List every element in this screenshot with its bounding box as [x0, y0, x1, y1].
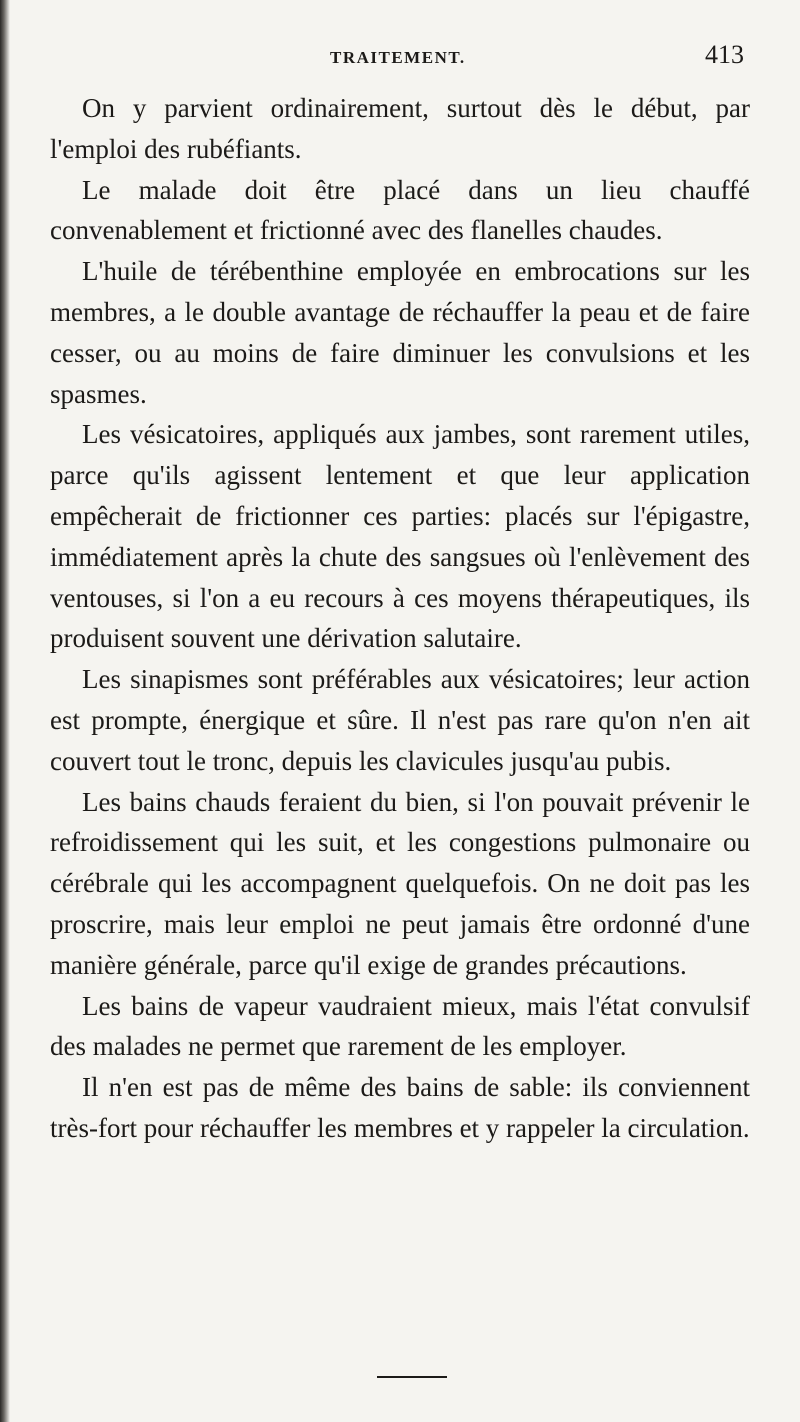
paragraph: Les sinapismes sont préférables aux vésicatoires; leur action est prompte, énergique et sûre. Il n'est pas rare qu'on n'en ait couvert tout le tronc, depuis les clavicules jusqu'au pubis. — [50, 664, 750, 776]
page-header — [50, 40, 750, 80]
paragraph: Les bains de vapeur vaudraient mieux, mais l'état convulsif des malades ne permet que rarement de les employer. — [50, 990, 750, 1062]
paragraph: Les bains chauds feraient du bien, si l'on pouvait prévenir le refroidissement qui les suit, et les congestions pulmonaire ou cérébrale qui les accompagnent quelquefois. On ne doit pas les proscrire, mais leur emploi ne peut jamais être ordonné d'une manière générale, parce qu'il exige de grandes précautions. — [50, 786, 750, 980]
paragraph: Il n'en est pas de même des bains de sable: ils conviennent très-fort pour réchauffer les membres et y rappeler la circulation. — [50, 1072, 750, 1143]
paragraph: L'huile de térébenthine employée en embrocations sur les membres, a le double avantage de réchauffer la peau et de faire cesser, ou au moins de faire diminuer les convulsions et les spasmes. — [50, 256, 750, 409]
page-number: 413 — [705, 40, 744, 69]
page-body — [50, 88, 750, 1149]
page-binding-shadow — [0, 0, 10, 1422]
paragraph: Le malade doit être placé dans un lieu chauffé convenablement et frictionné avec des flanelles chaudes. — [50, 174, 750, 246]
paragraph: Les vésicatoires, appliqués aux jambes, sont rarement utiles, parce qu'ils agissent lentement et que leur application empêcherait de frictionner ces parties: placés sur l'épigastre, immédiatement après la chute des sangsues où l'enlèvement des ventouses, si l'on a eu recours à ces moyens thérapeutiques, ils produisent souvent une dérivation salutaire. — [50, 419, 750, 654]
running-title: TRAITEMENT. — [330, 48, 466, 67]
paragraph: On y parvient ordinairement, surtout dès le début, par l'emploi des rubéfiants. — [50, 93, 750, 164]
end-rule — [377, 1376, 447, 1378]
